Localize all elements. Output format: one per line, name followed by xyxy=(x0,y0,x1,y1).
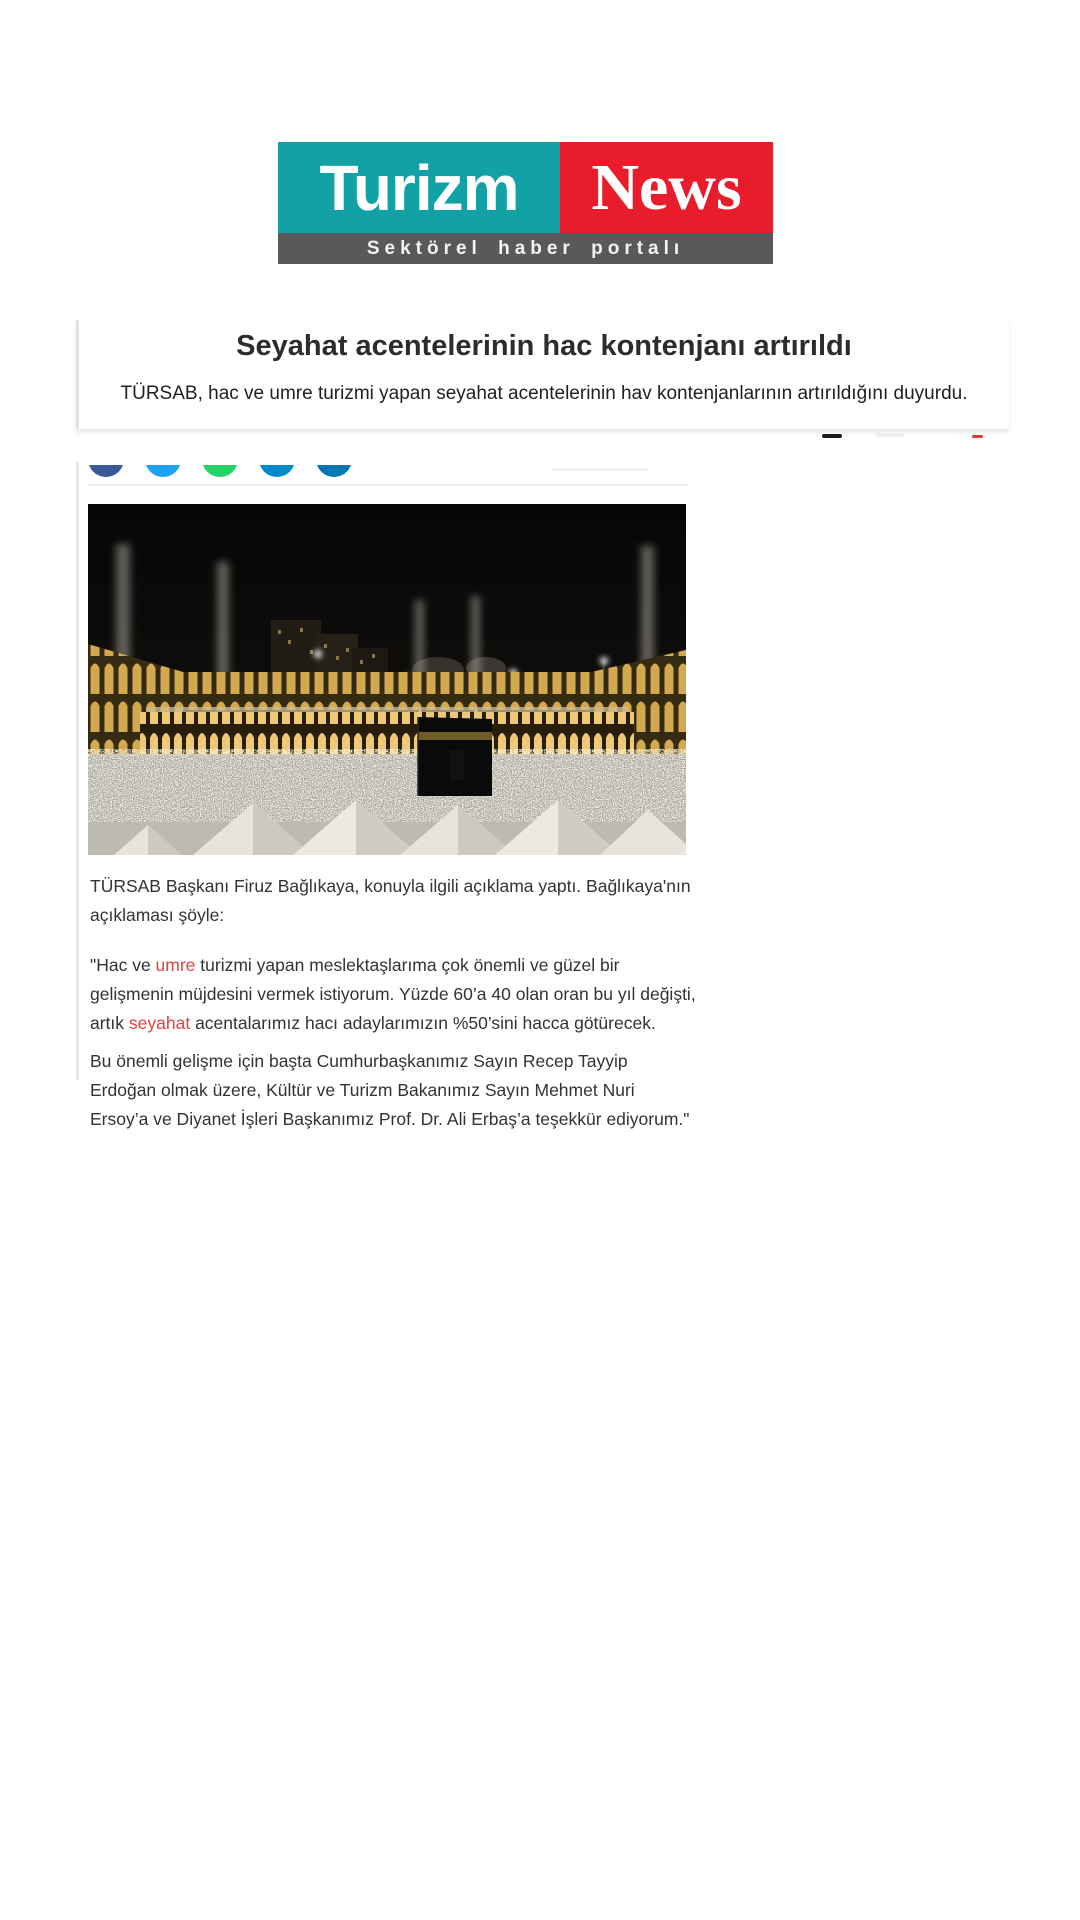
cropped-toolbar-icon xyxy=(822,434,842,438)
twitter-share-icon[interactable] xyxy=(145,465,181,477)
logo-news: News xyxy=(560,142,773,233)
cropped-toolbar-icon xyxy=(972,435,983,438)
share-widget-placeholder xyxy=(552,468,648,471)
kaaba-night-illustration xyxy=(88,504,686,855)
paragraph-text: turizmi yapan meslektaşlarıma çok önemli ve güzel bir gelişmenin müjdesini vermek istiyorum. Yüzde 60’a 40 olan oran bu yıl değişti, artık xyxy=(90,955,696,1033)
share-icons-row xyxy=(88,465,388,478)
content-divider xyxy=(88,484,688,486)
paragraph-text: acentalarımız hacı adaylarımızın %50’sini hacca götürecek. xyxy=(190,1013,656,1033)
paragraph-text: "Hac ve xyxy=(90,955,156,975)
site-logo[interactable] xyxy=(278,142,773,264)
article-image xyxy=(88,504,686,855)
article-left-border xyxy=(76,462,79,1080)
paragraph-text: TÜRSAB Başkanı Firuz Bağlıkaya, konuyla ilgili açıklama yaptı. Bağlıkaya'nın açıklaması şöyle: xyxy=(90,876,691,925)
inline-text-link[interactable]: seyahat xyxy=(128,1013,191,1033)
article-paragraph xyxy=(90,951,696,1038)
article-summary: TÜRSAB, hac ve umre turizmi yapan seyahat acentelerinin hav kontenjanlarının artırıldığını duyurdu. xyxy=(120,383,968,404)
logo-turizm: Turizm xyxy=(278,142,560,233)
logo-tagline: Sektörel haber portalı xyxy=(278,233,773,264)
article-paragraph xyxy=(90,1047,696,1134)
telegram-share-icon[interactable] xyxy=(259,465,295,477)
article-body xyxy=(90,872,696,1155)
facebook-share-icon[interactable] xyxy=(88,465,124,477)
whatsapp-share-icon[interactable] xyxy=(202,465,238,477)
linkedin-share-icon[interactable] xyxy=(316,465,352,477)
article-paragraph xyxy=(90,872,696,930)
article-header-card xyxy=(76,320,1009,429)
article-title: Seyahat acentelerinin hac kontenjanı artırıldı xyxy=(236,330,852,362)
paragraph-text: Bu önemli gelişme için başta Cumhurbaşkanımız Sayın Recep Tayyip Erdoğan olmak üzere, Kültür ve Turizm Bakanımız Sayın Mehmet Nuri Ersoy’a ve Diyanet İşleri Başkanımız Prof. Dr. Ali Erbaş’a teşekkür ediyorum." xyxy=(90,1051,690,1129)
inline-text-link[interactable]: umre xyxy=(155,955,196,975)
cropped-toolbar-icon xyxy=(876,433,904,437)
